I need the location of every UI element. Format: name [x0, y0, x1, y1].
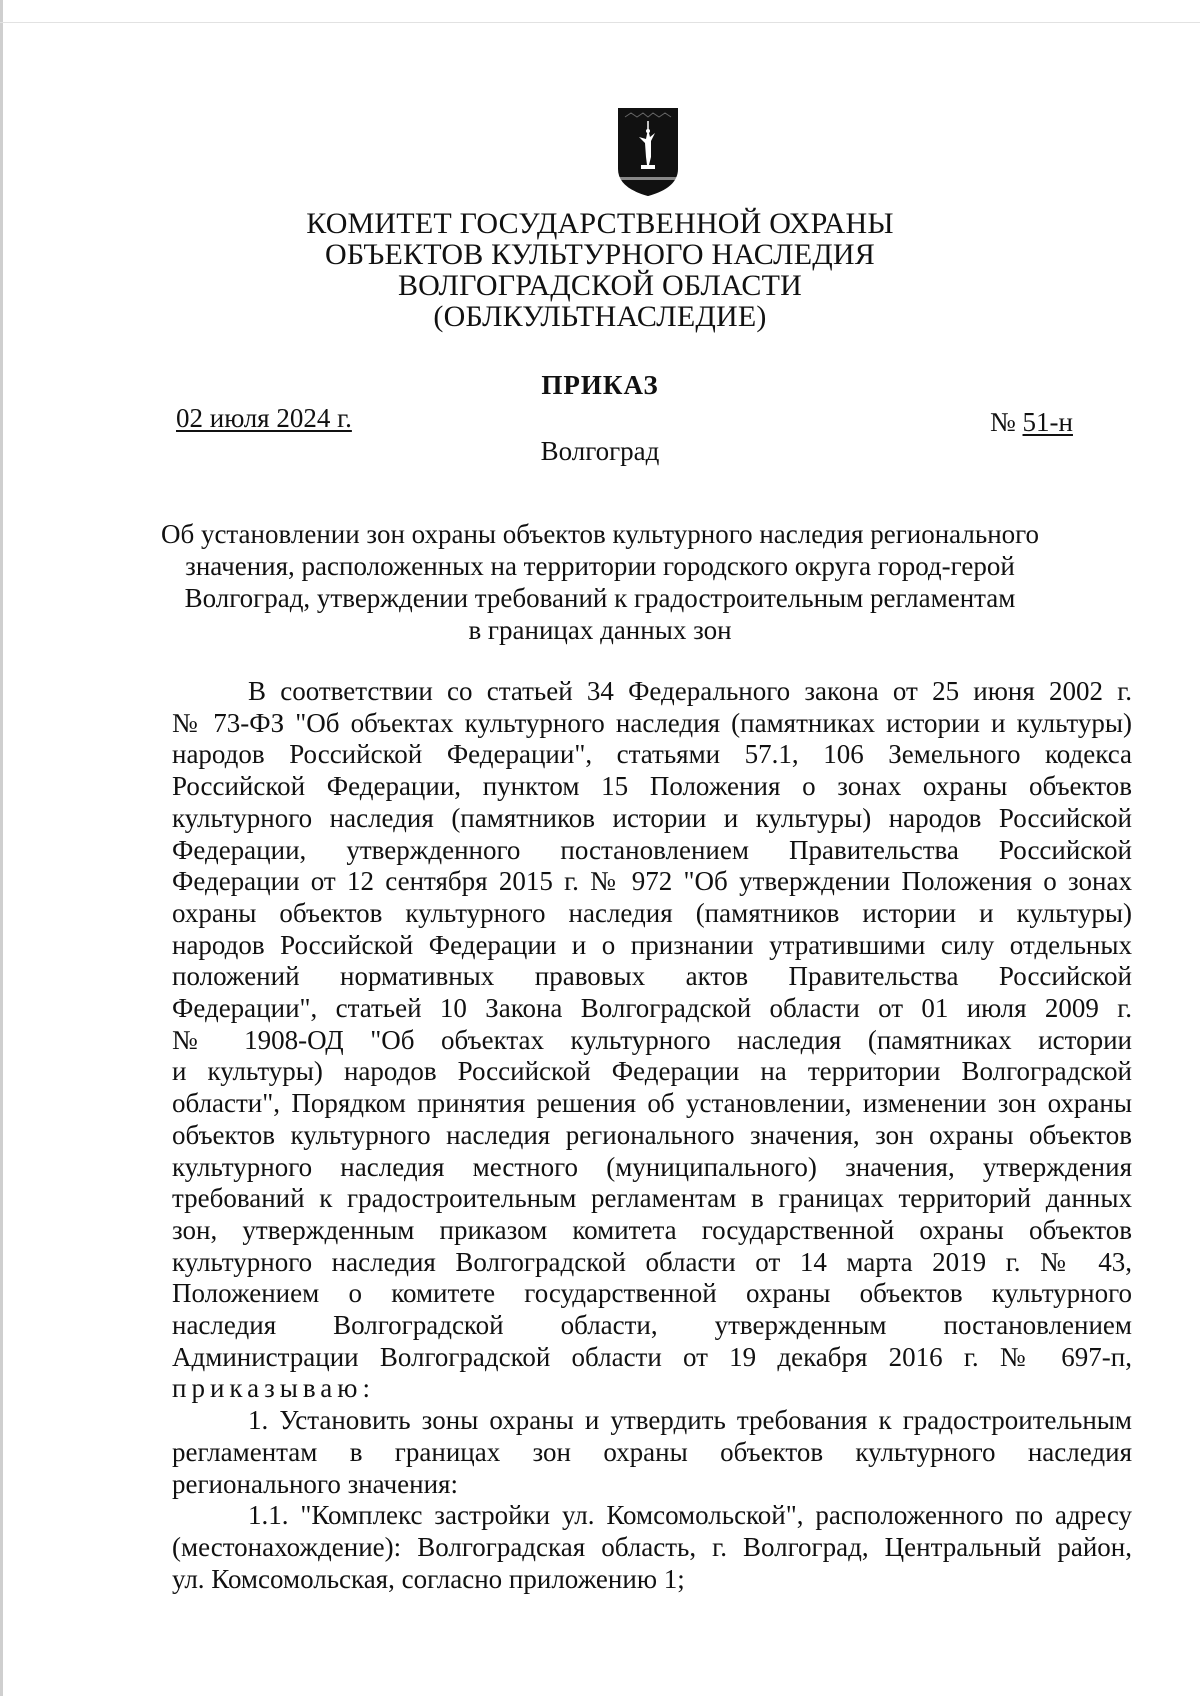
- scan-line: [0, 22, 1200, 23]
- body-line: Федерации", статьей 10 Закона Волгоградской области от 01 июля 2009 г.: [172, 993, 1132, 1024]
- document-number: [990, 407, 1073, 438]
- body-line: требований к градостроительным регламентам в границах территорий данных: [172, 1183, 1132, 1214]
- body-line: народов Российской Федерации и о признании утратившими силу отдельных: [172, 929, 1132, 960]
- org-line: (ОБЛКУЛЬТНАСЛЕДИЕ): [433, 300, 767, 333]
- org-line: ОБЪЕКТОВ КУЛЬТУРНОГО НАСЛЕДИЯ: [324, 238, 875, 271]
- body-line: объектов культурного наследия регионального значения, зон охраны объектов: [172, 1119, 1132, 1150]
- body-line: В соответствии со статьей 34 Федерального закона от 25 июня 2002 г.: [248, 676, 1132, 706]
- document-subject: [160, 518, 1040, 646]
- body-line: Положением о комитете государственной охраны объектов культурного: [172, 1278, 1132, 1309]
- document-body: [172, 676, 1132, 1595]
- subject-line: в границах данных зон: [468, 615, 732, 645]
- document-city: Волгоград: [540, 436, 660, 466]
- body-line: зон, утвержденным приказом комитета государственной охраны объектов: [172, 1214, 1132, 1245]
- body-line: Российской Федерации, пунктом 15 Положения о зонах охраны объектов: [172, 771, 1132, 802]
- coat-of-arms-emblem: [617, 107, 679, 197]
- body-line: (местонахождение): Волгоградская область, г. Волгоград, Центральный район,: [172, 1531, 1132, 1562]
- body-line: наследия Волгоградской области, утвержденным постановлением: [172, 1310, 1132, 1341]
- body-line: положений нормативных правовых актов Правительства Российской: [172, 961, 1132, 992]
- body-line: регламентам в границах зон охраны объектов культурного наследия: [172, 1436, 1132, 1467]
- org-line: ВОЛГОГРАДСКОЙ ОБЛАСТИ: [397, 269, 803, 302]
- subject-line: Волгоград, утверждении требований к градостроительным регламентам: [184, 583, 1016, 613]
- subject-line: Об установлении зон охраны объектов культурного наследия регионального: [160, 519, 1040, 549]
- body-line: культурного наследия (памятников истории и культуры) народов Российской: [172, 802, 1132, 833]
- body-line: Федерации, утвержденного постановлением Правительства Российской: [172, 834, 1132, 865]
- body-line: культурного наследия местного (муниципального) значения, утверждения: [172, 1151, 1132, 1182]
- body-line: и культуры) народов Российской Федерации на территории Волгоградской: [172, 1056, 1132, 1087]
- body-line: Администрации Волгоградской области от 19 декабря 2016 г. № 697-п,: [172, 1341, 1132, 1372]
- body-line: 1. Установить зоны охраны и утвердить требования к градостроительным: [248, 1405, 1132, 1436]
- body-line-order-word: приказываю:: [172, 1373, 375, 1404]
- body-line: № 1908-ОД "Об объектах культурного наследия (памятниках истории: [172, 1024, 1132, 1055]
- body-line: культурного наследия Волгоградской области от 14 марта 2019 г. № 43,: [172, 1246, 1132, 1277]
- body-line: № 73-ФЗ "Об объектах культурного наследия (памятниках истории и культуры): [172, 707, 1132, 738]
- subject-line: значения, расположенных на территории городского округа город-герой: [185, 551, 1015, 581]
- scan-edge: [0, 0, 3, 1696]
- body-line: ул. Комсомольская, согласно приложению 1;: [172, 1563, 685, 1594]
- body-line: охраны объектов культурного наследия (памятников истории и культуры): [172, 897, 1132, 928]
- organization-header: [250, 208, 950, 332]
- number-prefix: №: [990, 407, 1023, 437]
- number-value: 51-н: [1022, 407, 1073, 437]
- body-line: 1.1. "Комплекс застройки ул. Комсомольской", расположенного по адресу: [248, 1500, 1132, 1531]
- document-date: 02 июля 2024 г.: [176, 403, 352, 433]
- body-line: регионального значения:: [172, 1468, 458, 1499]
- body-line: Федерации от 12 сентября 2015 г. № 972 "Об утверждении Положения о зонах: [172, 866, 1132, 897]
- body-line: народов Российской Федерации", статьями 57.1, 106 Земельного кодекса: [172, 739, 1132, 770]
- org-line: КОМИТЕТ ГОСУДАРСТВЕННОЙ ОХРАНЫ: [306, 207, 894, 240]
- document-title: ПРИКАЗ: [541, 370, 659, 400]
- body-line: области", Порядком принятия решения об установлении, изменении зон охраны: [172, 1088, 1132, 1119]
